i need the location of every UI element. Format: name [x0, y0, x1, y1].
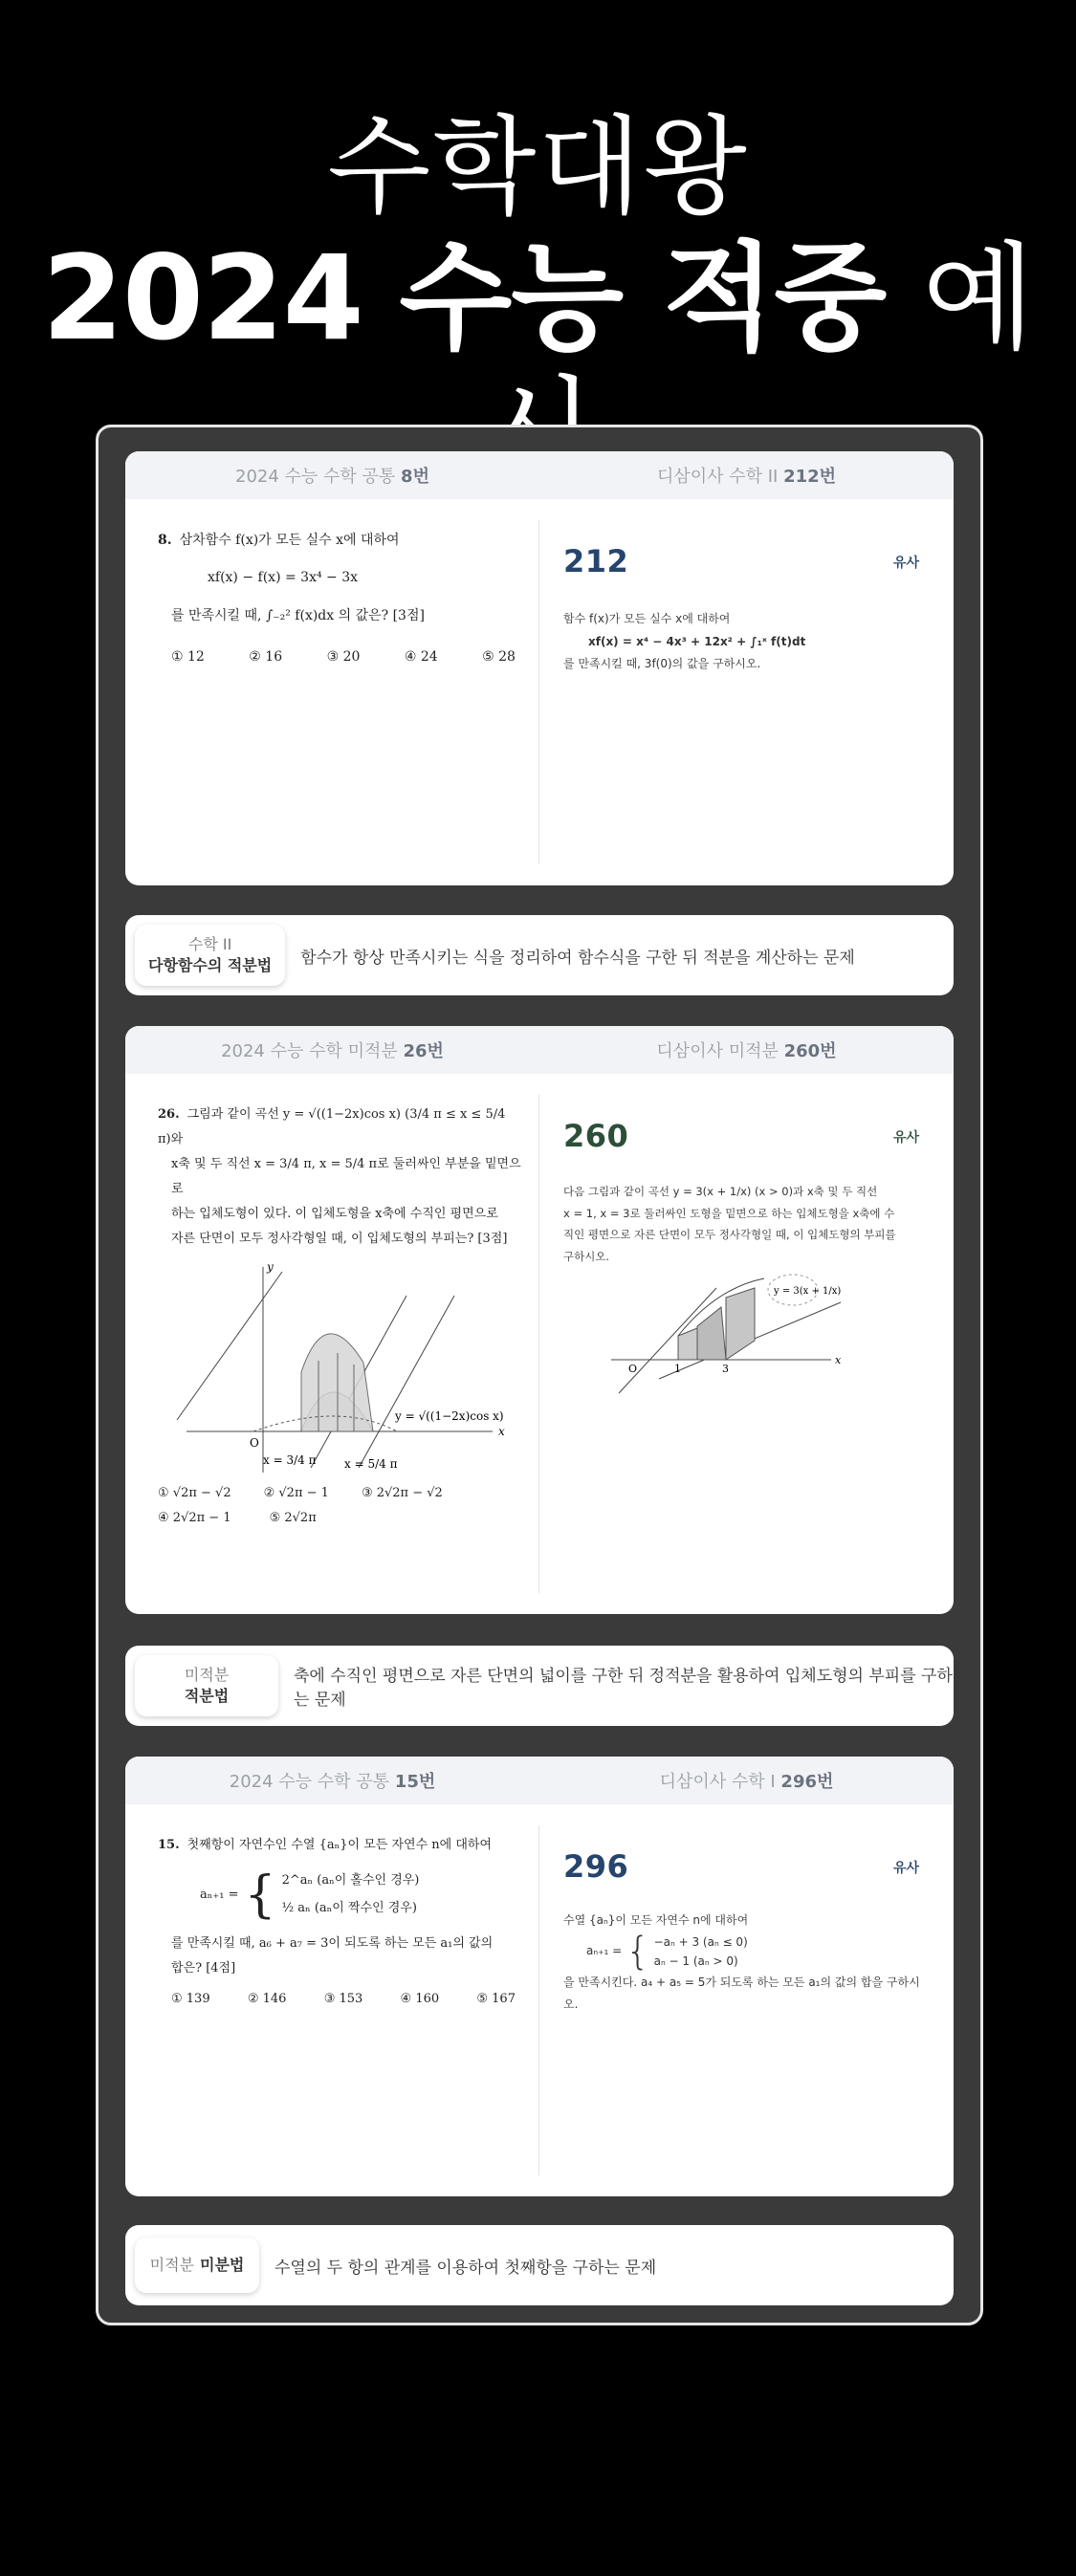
- formula-case: −aₙ + 3 (aₙ ≤ 0): [653, 1934, 748, 1949]
- similar-number: 212: [563, 543, 629, 579]
- question-formula: xf(x) − f(x) = 3x⁴ − 3x: [208, 569, 359, 585]
- choice[interactable]: ② 146: [247, 1992, 287, 2007]
- header-left: 2024 수능 수학 공통 8번: [235, 467, 429, 487]
- exam-question: [158, 1102, 521, 1531]
- piecewise-formula: [158, 1867, 521, 1922]
- x-axis-label: x: [835, 1354, 842, 1367]
- topic-name: 다항함수의 적분법: [148, 956, 273, 974]
- similar-line: 을 만족시킨다. a₄ + a₅ = 5가 되도록 하는 모든 a₁의 값의 합을 구하시: [563, 1975, 920, 1989]
- similar-line: 수열 {aₙ}이 모든 자연수 n에 대하여: [563, 1913, 749, 1928]
- question-line: 하는 입체도형이 있다. 이 입체도형을 x축에 수직인 평면으로: [171, 1207, 498, 1221]
- x2-label: x = 5/4 π: [344, 1457, 398, 1471]
- curve-label: y = √((1−2x)cos x): [395, 1409, 504, 1423]
- example-card-3: [125, 1757, 954, 2196]
- topic-description: 함수가 항상 만족시키는 식을 정리하여 함수식을 구한 뒤 적분을 계산하는 문제: [300, 948, 855, 968]
- question-line: 자른 단면이 모두 정사각형일 때, 이 입체도형의 부피는? [3점]: [171, 1232, 508, 1246]
- brace-icon: {: [244, 1866, 276, 1924]
- answer-choices: [158, 1987, 516, 2012]
- similar-line: 다음 그림과 같이 곡선 y = 3(x + 1/x) (x > 0)과 x축 및 두 직선: [563, 1185, 878, 1199]
- similar-line: 직인 평면으로 자른 단면이 모두 정사각형일 때, 이 입체도형의 부피를: [563, 1228, 896, 1242]
- formula-case: aₙ − 1 (aₙ > 0): [653, 1954, 738, 1969]
- topic-tag-2: [125, 1646, 954, 1726]
- topic-category: 수학 II: [187, 935, 232, 954]
- formula-case: ½ aₙ (aₙ이 짝수인 경우): [281, 1900, 417, 1915]
- card-header: [125, 1026, 954, 1074]
- choice[interactable]: ① 139: [171, 1992, 210, 2007]
- hero-last: 예: [922, 230, 1034, 366]
- similar-formula: xf(x) = x⁴ − 4x³ + 12x² + ∫₁ˣ f(t)dt: [588, 634, 806, 648]
- hero-mid: 수능 적중: [399, 230, 887, 366]
- solid-figure: [158, 1257, 521, 1477]
- card-header: [125, 1757, 954, 1804]
- hero-year: 2024: [42, 230, 363, 366]
- question-number: 8.: [158, 533, 172, 548]
- example-card-1: [125, 451, 954, 885]
- topic-description: 수열의 두 항의 관계를 이용하여 첫째항을 구하는 문제: [274, 2258, 657, 2278]
- example-card-2: [125, 1026, 954, 1614]
- header-left: 2024 수능 수학 공통 15번: [229, 1772, 436, 1792]
- similar-question: [563, 532, 927, 676]
- brace-icon: {: [626, 1930, 650, 1975]
- similar-number: 296: [563, 1848, 629, 1885]
- topic-pill: [135, 925, 285, 986]
- similar-question: [563, 1837, 927, 2016]
- question-stem: 그림과 같이 곡선 y = √((1−2x)cos x) (3/4 π ≤ x ≤ 5/4 π)와: [158, 1107, 506, 1146]
- similar-question: [563, 1106, 927, 1403]
- topic-description: 축에 수직인 평면으로 자른 단면의 넓이를 구한 뒤 정적분을 활용하여 입체도형의 부피를 구하는 문제: [294, 1667, 953, 1710]
- piecewise-formula: [563, 1930, 927, 1975]
- question-line: x축 및 두 직선 x = 3/4 π, x = 5/4 π로 둘러싸인 부분을 밑면으로: [171, 1157, 521, 1196]
- x-axis-label: x: [498, 1425, 505, 1438]
- question-number: 15.: [158, 1838, 180, 1852]
- question-number: 26.: [158, 1107, 180, 1122]
- similar-line: x = 1, x = 3로 둘러싸인 도형을 밑면으로 하는 입체도형을 x축에 수: [563, 1206, 895, 1220]
- exam-question: [158, 528, 521, 669]
- choice[interactable]: ① 12: [171, 648, 205, 665]
- header-left: 2024 수능 수학 미적분 26번: [221, 1041, 444, 1061]
- topic-pill: [135, 1655, 278, 1716]
- topic-pill: [135, 2238, 259, 2293]
- formula-lhs: aₙ₊₁ =: [200, 1887, 239, 1902]
- header-right: 디삼이사 수학 II 212번: [656, 467, 837, 487]
- choice[interactable]: ③ 20: [326, 648, 361, 665]
- choice[interactable]: ③ 153: [323, 1992, 363, 2007]
- topic-category: 미적분: [184, 1666, 230, 1685]
- question-stem: 삼차함수 f(x)가 모든 실수 x에 대하여: [179, 533, 400, 548]
- choice[interactable]: ⑤ 2√2π: [269, 1511, 317, 1525]
- column-divider: [538, 1095, 539, 1593]
- topic-category: 미적분: [149, 2256, 194, 2275]
- similar-line: 를 만족시킬 때, 3f(0)의 값을 구하시오.: [563, 657, 761, 671]
- choice[interactable]: ③ 2√2π − √2: [361, 1486, 443, 1500]
- header-right: 디삼이사 미적분 260번: [656, 1041, 837, 1061]
- question-condition: 를 만족시킬 때, ∫₋₂² f(x)dx 의 값은? [3점]: [171, 608, 425, 624]
- choice[interactable]: ④ 24: [404, 648, 438, 665]
- answer-choices: [158, 644, 516, 670]
- choice[interactable]: ② 16: [249, 648, 283, 665]
- header-right: 디삼이사 수학 I 296번: [659, 1772, 834, 1792]
- y-axis-label: y: [267, 1260, 274, 1274]
- tick-1-label: 1: [674, 1363, 681, 1376]
- formula-case: 2^aₙ (aₙ이 홀수인 경우): [281, 1873, 420, 1888]
- similar-badge: 유사: [892, 1861, 919, 1876]
- question-condition: 를 만족시킬 때, a₆ + a₇ = 3이 되도록 하는 모든 a₁의 값의: [171, 1936, 494, 1952]
- similar-line: 구하시오.: [563, 1249, 610, 1263]
- tick-3-label: 3: [722, 1363, 729, 1376]
- similar-badge: 유사: [892, 556, 919, 571]
- question-condition: 합은? [4점]: [171, 1961, 236, 1976]
- answer-choices: [158, 1506, 521, 1531]
- choice[interactable]: ④ 160: [400, 1992, 440, 2007]
- similar-figure: [602, 1269, 850, 1403]
- answer-choices: [158, 1481, 521, 1506]
- hero-brand: 수학대왕: [327, 105, 749, 229]
- choice[interactable]: ① √2π − √2: [158, 1486, 231, 1500]
- topic-tag-1: [125, 915, 954, 995]
- curve-label: y = 3(x + 1/x): [774, 1286, 842, 1298]
- formula-lhs: aₙ₊₁ =: [586, 1944, 623, 1958]
- choice[interactable]: ④ 2√2π − 1: [158, 1511, 231, 1525]
- exam-question: [158, 1833, 521, 2012]
- topic-name: 미분법: [200, 2256, 245, 2275]
- choice[interactable]: ② √2π − 1: [263, 1486, 329, 1500]
- similar-badge: 유사: [892, 1130, 919, 1146]
- column-divider: [538, 520, 539, 864]
- origin-label: O: [250, 1436, 259, 1450]
- card-header: [125, 451, 954, 499]
- question-stem: 첫째항이 자연수인 수열 {aₙ}이 모든 자연수 n에 대하여: [187, 1838, 493, 1852]
- choice[interactable]: ⑤ 167: [476, 1992, 516, 2007]
- origin-label: O: [628, 1363, 638, 1376]
- choice[interactable]: ⑤ 28: [482, 648, 516, 665]
- similar-line: 오.: [563, 1997, 579, 2011]
- x1-label: x = 3/4 π: [263, 1453, 317, 1467]
- similar-number: 260: [563, 1118, 629, 1154]
- topic-name: 적분법: [184, 1687, 230, 1705]
- column-divider: [538, 1825, 539, 2175]
- similar-line: 함수 f(x)가 모든 실수 x에 대하여: [563, 612, 731, 626]
- topic-tag-3: [125, 2225, 954, 2305]
